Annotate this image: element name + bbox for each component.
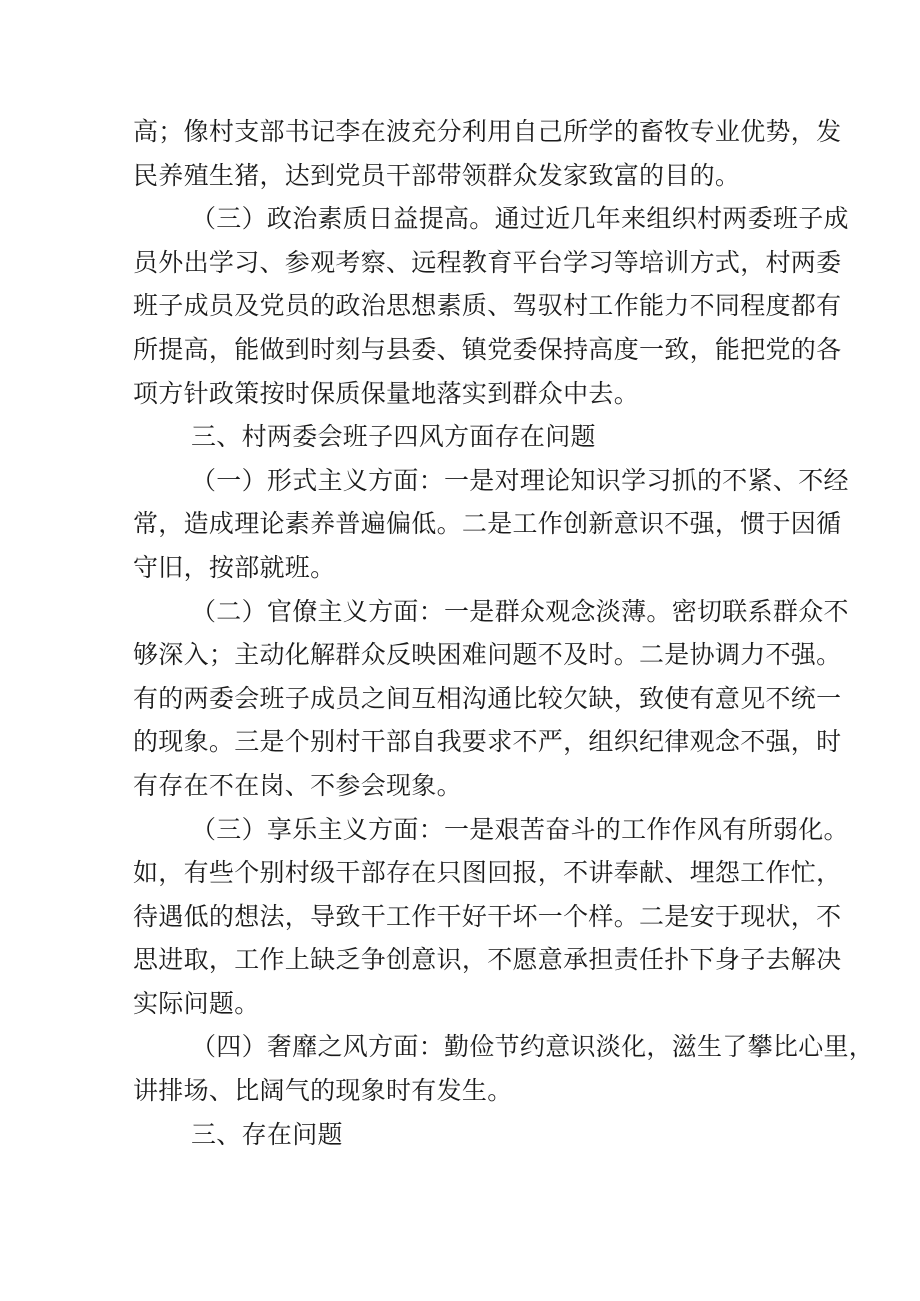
- paragraph-bureaucratism: [133, 590, 849, 808]
- text-line: 守旧，按部就班。: [133, 552, 336, 582]
- heading-line: 三、村两委会班子四风方面存在问题: [191, 422, 596, 452]
- text-line: 够深入；主动化解群众反映困难问题不及时。二是协调力不强。: [133, 640, 842, 670]
- text-line: （二）官僚主义方面：一是群众观念淡薄。密切联系群众不: [191, 596, 849, 626]
- text-line: 的现象。三是个别村干部自我要求不严，组织纪律观念不强，时: [133, 727, 842, 757]
- text-line: 员外出学习、参观考察、远程教育平台学习等培训方式，村两委: [133, 247, 842, 277]
- text-line: （三）政治素质日益提高。通过近几年来组织村两委班子成: [191, 204, 849, 234]
- text-line: 有的两委会班子成员之间互相沟通比较欠缺，致使有意见不统一: [133, 683, 842, 713]
- section-heading: [133, 1113, 793, 1157]
- text-line: 待遇低的想法，导致干工作干好干坏一个样。二是安于现状，不: [133, 901, 842, 931]
- paragraph-formalism: [133, 459, 849, 590]
- text-line: 常，造成理论素养普遍偏低。二是工作创新意识不强，惯于因循: [133, 509, 842, 539]
- text-line: 实际问题。: [133, 988, 260, 1018]
- text-line: 民养殖生猪，达到党员干部带领群众发家致富的目的。: [133, 160, 741, 190]
- text-line: 讲排场、比阔气的现象时有发生。: [133, 1076, 513, 1106]
- text-line: 高；像村支部书记李在波充分利用自己所学的畜牧专业优势，发: [133, 117, 842, 146]
- text-line: 所提高，能做到时刻与县委、镇党委保持高度一致，能把党的各: [133, 334, 842, 364]
- text-line: （四）奢靡之风方面：勤俭节约意识淡化，滋生了攀比心里，: [191, 1032, 875, 1062]
- text-line: 思进取，工作上缺乏争创意识，不愿意承担责任扑下身子去解决: [133, 945, 842, 975]
- document-body: [133, 110, 875, 1156]
- paragraph-continuation: [133, 110, 842, 197]
- heading-line: 三、存在问题: [191, 1119, 343, 1149]
- paragraph-political-quality: [133, 197, 849, 415]
- text-line: （一）形式主义方面：一是对理论知识学习抓的不紧、不经: [191, 465, 849, 495]
- text-line: 班子成员及党员的政治思想素质、驾驭村工作能力不同程度都有: [133, 291, 842, 321]
- text-line: 如，有些个别村级干部存在只图回报，不讲奉献、埋怨工作忙，: [133, 858, 842, 888]
- paragraph-hedonism: [133, 808, 849, 1026]
- section-heading: [133, 415, 793, 459]
- text-line: 项方针政策按时保质保量地落实到群众中去。: [133, 378, 640, 408]
- text-line: （三）享乐主义方面：一是艰苦奋斗的工作作风有所弱化。: [191, 814, 849, 844]
- paragraph-extravagance: [133, 1025, 875, 1112]
- text-line: 有存在不在岗、不参会现象。: [133, 770, 462, 800]
